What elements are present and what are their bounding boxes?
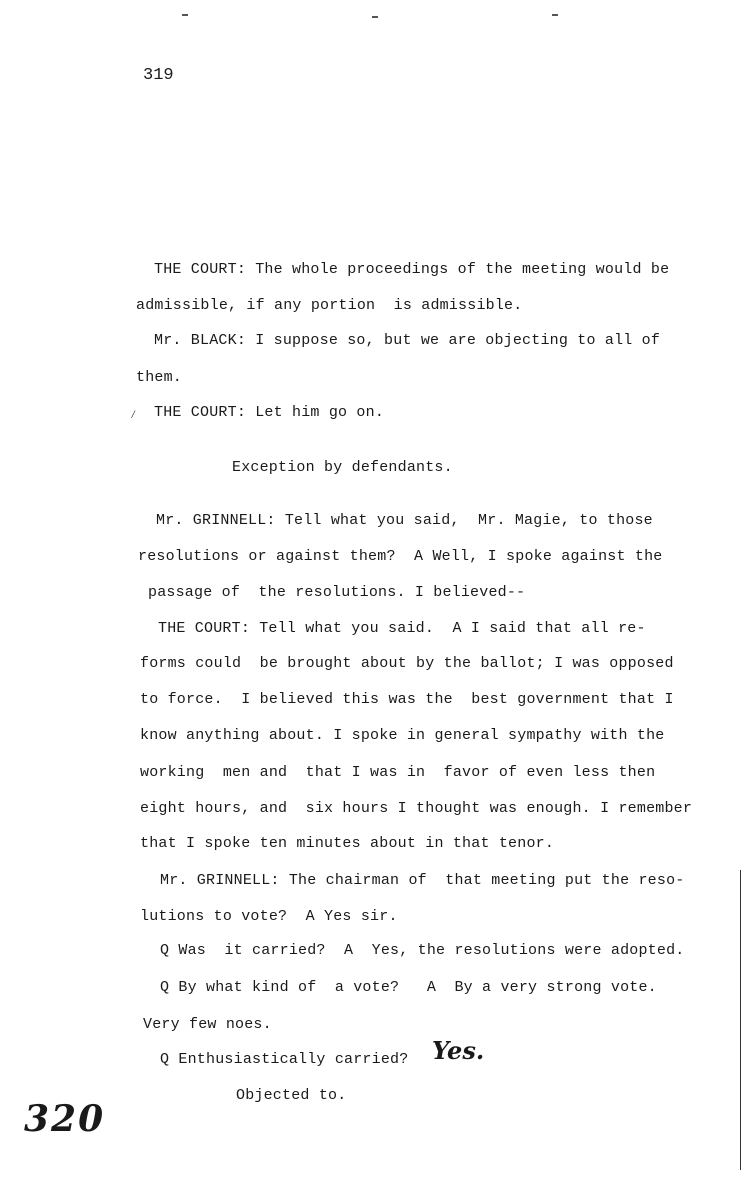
handwritten-answer: Yes.	[432, 1036, 485, 1065]
transcript-line: admissible, if any portion is admissible.	[136, 297, 523, 314]
transcript-line: Very few noes.	[143, 1016, 272, 1033]
transcript-line: Mr. BLACK: I suppose so, but we are objecting to all of	[154, 332, 661, 349]
transcript-line: that I spoke ten minutes about in that tenor.	[140, 835, 555, 852]
transcript-line: Objected to.	[236, 1087, 347, 1104]
scan-mark	[372, 16, 378, 18]
transcript-line: eight hours, and six hours I thought was enough. I remember	[140, 800, 693, 817]
transcript-line: Mr. GRINNELL: The chairman of that meeting put the reso-	[160, 872, 685, 889]
scan-mark	[182, 14, 188, 16]
transcript-line: THE COURT: Let him go on.	[154, 404, 385, 421]
transcript-line: lutions to vote? A Yes sir.	[140, 908, 398, 925]
scan-mark	[552, 14, 558, 16]
page-number: 319	[143, 66, 174, 85]
transcript-line: Q Was it carried? A Yes, the resolutions were adopted.	[160, 942, 685, 959]
transcript-line: Mr. GRINNELL: Tell what you said, Mr. Magie, to those	[156, 512, 653, 529]
transcript-line: them.	[136, 369, 183, 386]
transcript-line: THE COURT: Tell what you said. A I said that all re-	[158, 620, 646, 637]
transcript-line: Q By what kind of a vote? A By a very strong vote.	[160, 979, 657, 996]
transcript-line: working men and that I was in favor of even less then	[140, 764, 656, 781]
transcript-line: passage of the resolutions. I believed--	[148, 584, 526, 601]
transcript-line: THE COURT: The whole proceedings of the meeting would be	[154, 261, 670, 278]
transcript-line: know anything about. I spoke in general sympathy with the	[140, 727, 665, 744]
transcript-line: Exception by defendants.	[232, 459, 453, 476]
transcript-line: forms could be brought about by the ballot; I was opposed	[140, 655, 674, 672]
scan-edge	[740, 870, 741, 1170]
transcript-line: to force. I believed this was the best government that I	[140, 691, 674, 708]
handwritten-page-mark: 320	[24, 1098, 106, 1140]
transcript-line: resolutions or against them? A Well, I spoke against the	[138, 548, 663, 565]
margin-mark: ⁄	[130, 410, 137, 422]
transcript-line: Q Enthusiastically carried?	[160, 1051, 409, 1068]
